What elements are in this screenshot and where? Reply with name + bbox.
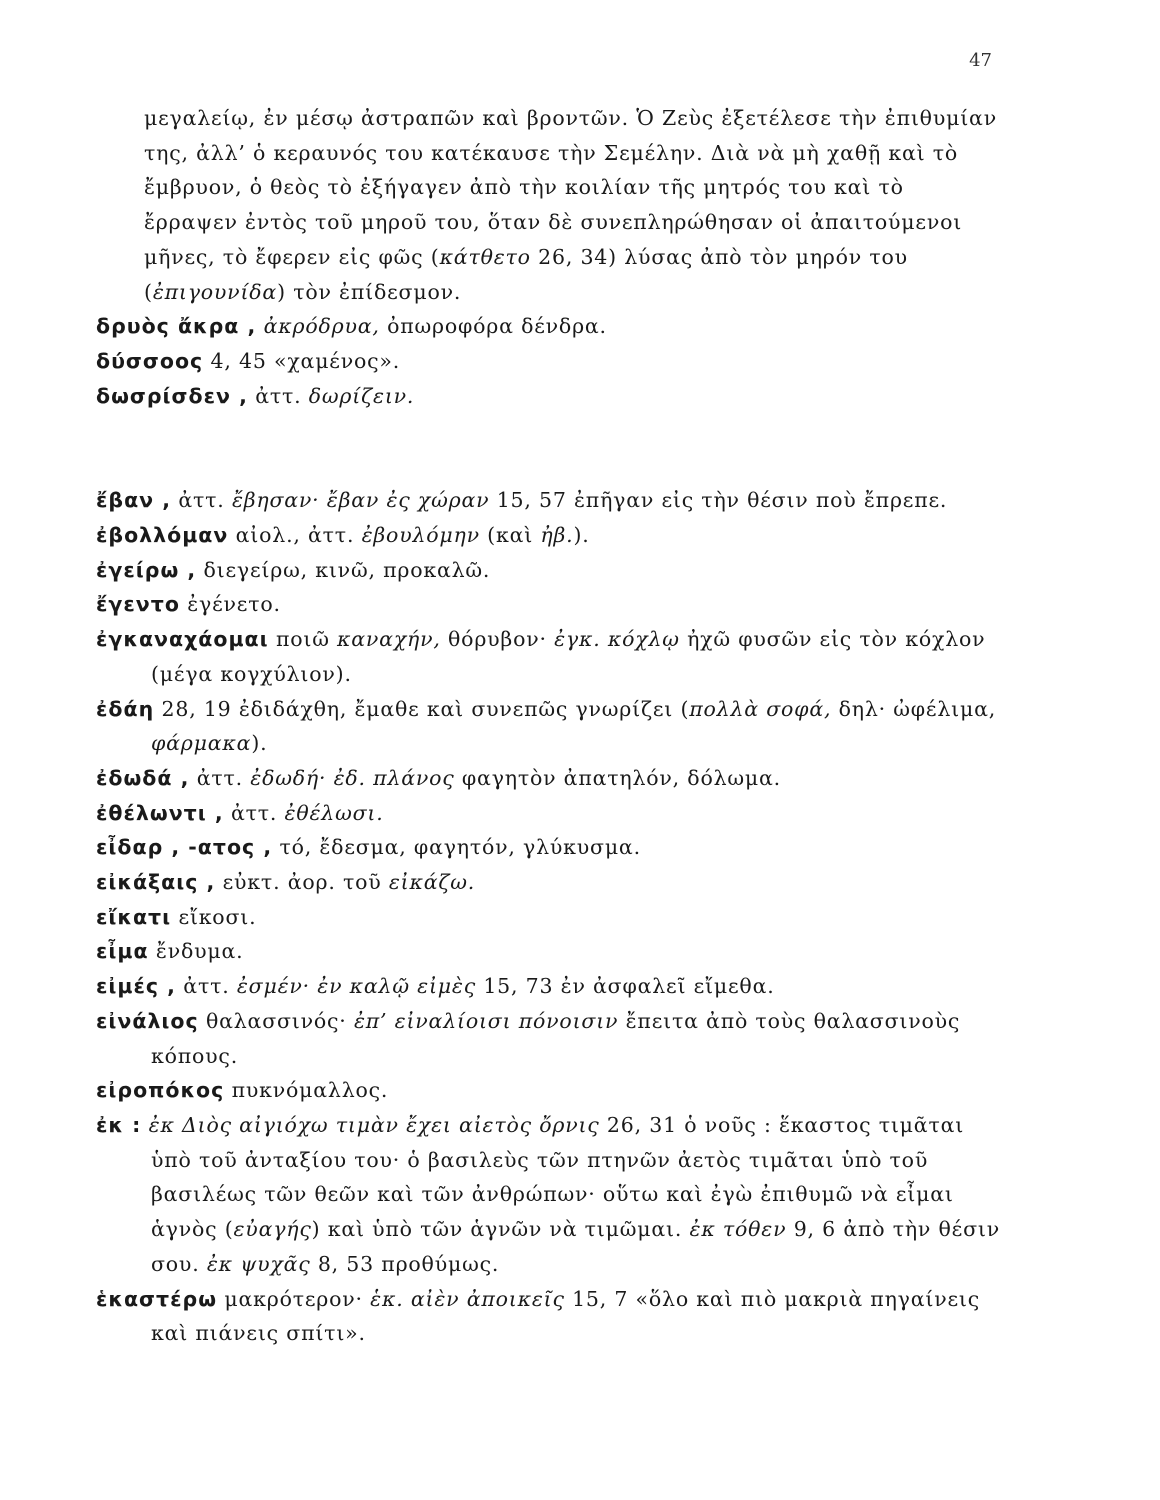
section-gap — [96, 413, 1001, 483]
entry-headword: ἐκ : — [96, 1112, 142, 1137]
italic-text: ἀκρόδρυα, — [263, 314, 380, 339]
body-text: εἴκοσι. — [171, 904, 257, 929]
dictionary-entry — [96, 969, 1001, 1004]
body-text: ἀττ. — [247, 383, 309, 408]
dictionary-entry — [96, 796, 1001, 831]
body-text: 15, 73 ἐν ἀσφαλεῖ εἴμεθα. — [476, 974, 775, 999]
body-text: εὐκτ. ἀορ. τοῦ — [215, 870, 389, 895]
dictionary-entry — [96, 830, 1001, 865]
body-text: διεγείρω, κινῶ, προκαλῶ. — [196, 557, 491, 582]
dictionary-entry — [96, 553, 1001, 588]
body-text: ἀττ. — [175, 974, 237, 999]
dictionary-entry — [96, 518, 1001, 553]
dictionary-entry — [96, 934, 1001, 969]
italic-text: δωρίζειν. — [308, 383, 415, 408]
entry-headword: ἔγεντο — [96, 592, 180, 617]
entry-headword: εἰνάλιος — [96, 1008, 199, 1033]
body-text: τό, ἔδεσμα, φαγητόν, γλύκυσμα. — [272, 835, 641, 860]
entry-headword: εἶμα — [96, 939, 149, 964]
body-text: αἰολ., ἀττ. — [228, 523, 362, 548]
entry-headword: ἐδάη — [96, 696, 155, 721]
entry-headword: ἑκαστέρω — [96, 1286, 218, 1311]
body-text: θόρυβον· — [440, 627, 555, 652]
page-body — [96, 101, 1001, 1351]
dictionary-entry — [96, 483, 1001, 518]
entry-headword: εἰμές , — [96, 974, 176, 999]
body-text: ἀττ. — [223, 800, 285, 825]
body-text: ). — [573, 523, 590, 548]
entry-headword: εἶδαρ , -ατος , — [96, 835, 273, 860]
italic-text: εὐαγής — [233, 1217, 312, 1242]
entry-headword: ἐβολλόμαν — [96, 523, 229, 548]
body-text: ἔπειτα ἀπὸ τοὺς θαλασσινοὺς κόπους. — [151, 1008, 961, 1068]
body-text: δηλ· ὠφέλιμα, — [831, 696, 997, 721]
entry-headword: εἴκατι — [96, 904, 172, 929]
italic-text: ἐκ Διὸς αἰγιόχω τιμὰν ἔχει αἰετὸς ὄρνις — [148, 1112, 600, 1137]
italic-text: ἐπ’ εἰναλίοισι πόνοισιν — [353, 1008, 619, 1033]
body-text — [256, 314, 263, 338]
dictionary-entry — [96, 900, 1001, 935]
italic-text: ἐπιγουνίδα — [152, 279, 278, 304]
body-text: ἀττ. — [171, 488, 232, 513]
italic-text: ἐθέλωσι. — [284, 800, 384, 825]
dictionary-entry — [96, 1282, 1001, 1351]
body-text: 15, 57 ἐπῆγαν εἰς τὴν θέσιν ποὺ ἔπρεπε. — [489, 488, 948, 513]
body-text: μεγαλείῳ, ἐν μέσῳ ἀστραπῶν καὶ βροντῶν. Ὁ Ζεὺς ἐξετέλεσε τὴν ἐπιθυμίαν της, ἀλλ’ ὁ κεραυνός του κατέκαυσε τὴν Σεμέλην. Διὰ νὰ μὴ χαθῇ καὶ τὸ ἔμβρυον, ὁ θεὸς τὸ ἐξήγαγεν ἀπὸ τὴν κοιλίαν τῆς μητρός του καὶ τὸ ἔρραψεν ἐντὸς τοῦ μηροῦ του, ὅταν δὲ συνεπληρώθησαν οἱ ἀπαιτούμενοι μῆνες, τὸ ἔφερεν εἰς φῶς ( — [144, 106, 997, 269]
entry-headword: εἰροπόκος — [96, 1078, 225, 1103]
page-number: 47 — [969, 50, 992, 71]
body-text: φαγητὸν ἀπατηλόν, δόλωμα. — [454, 765, 781, 790]
entries-group-2 — [96, 483, 1001, 1351]
italic-text: ἔβησαν· ἔβαν ἐς χώραν — [231, 488, 490, 513]
body-text: πυκνόμαλλος. — [224, 1078, 389, 1103]
dictionary-entry — [96, 587, 1001, 622]
body-text: ἐγένετο. — [179, 592, 281, 617]
dictionary-entry — [96, 622, 1001, 691]
body-text: 8, 53 προθύμως. — [310, 1251, 500, 1276]
entry-headword: ἐγκαναχάομαι — [96, 627, 269, 652]
body-text: ) καὶ ὑπὸ τῶν ἁγνῶν νὰ τιμῶμαι. — [311, 1217, 690, 1242]
entry-headword: δωσρίσδεν , — [96, 383, 248, 408]
italic-text: ἐκ ψυχᾶς — [206, 1251, 311, 1276]
dictionary-entry — [96, 309, 1001, 344]
body-text: θαλασσινός· — [198, 1008, 354, 1033]
dictionary-entry — [96, 761, 1001, 796]
italic-text: καναχήν, — [337, 627, 441, 652]
body-text: μακρότερον· — [217, 1286, 371, 1311]
carryover-paragraph — [96, 101, 1001, 309]
dictionary-entry — [96, 1004, 1001, 1073]
body-text: ἠχῶ φυσῶν εἰς τὸν κόχλον (μέγα κογχύλιον). — [151, 627, 986, 686]
body-text: ἔνδυμα. — [148, 939, 244, 964]
dictionary-entry — [96, 865, 1001, 900]
entry-headword: ἐγείρω , — [96, 557, 197, 582]
dictionary-entry — [96, 1108, 1001, 1282]
entries-group-1 — [96, 309, 1001, 413]
entry-headword: εἰκάξαις , — [96, 870, 216, 895]
italic-text: ἐσμέν· ἐν καλῷ εἰμὲς — [236, 974, 477, 999]
italic-text: ἠβ. — [540, 523, 574, 548]
entry-headword: ἐθέλωντι , — [96, 800, 224, 825]
body-text — [141, 1113, 148, 1137]
italic-text: κάτθετο — [439, 244, 531, 269]
entry-headword: ἔβαν , — [96, 488, 172, 513]
entry-headword: ἐδωδά , — [96, 765, 190, 790]
dictionary-entry — [96, 692, 1001, 761]
body-text: ποιῶ — [268, 627, 338, 652]
italic-text: ἐγκ. κόχλῳ — [554, 627, 680, 652]
body-text: ). — [251, 731, 268, 756]
body-text: ) τὸν ἐπίδεσμον. — [277, 279, 462, 304]
body-text: 15, 7 «ὅλο καὶ πιὸ μακριὰ πηγαίνεις καὶ πιάνεις σπίτι». — [151, 1286, 980, 1346]
italic-text: εἰκάζω. — [388, 870, 476, 895]
body-text: (καὶ — [479, 523, 541, 548]
body-text: 28, 19 ἐδιδάχθη, ἔμαθε καὶ συνεπῶς γνωρίζει ( — [154, 696, 690, 721]
body-text: ἀττ. — [189, 765, 251, 790]
body-text: 26, 31 ὁ νοῦς : ἕκαστος τιμᾶται ὑπὸ τοῦ ἀνταξίου του· ὁ βασιλεὺς τῶν πτηνῶν ἀετὸς τιμᾶται ὑπὸ τοῦ βασιλέως τῶν θεῶν καὶ τῶν ἀνθρώπων· οὕτω καὶ ἐγὼ ἐπιθυμῶ νὰ εἶμαι ἁγνὸς ( — [151, 1112, 965, 1242]
italic-text: ἐδωδή· ἐδ. πλάνος — [250, 765, 455, 790]
body-text: 26, 34) λύσας ἀπὸ τὸν μηρόν του ( — [144, 244, 908, 304]
italic-text: φάρμακα — [151, 731, 252, 756]
italic-text: ἐκ τόθεν — [689, 1217, 787, 1242]
body-text: ὀπωροφόρα δένδρα. — [379, 314, 607, 339]
body-text: 4, 45 «χαμένος». — [203, 348, 401, 373]
italic-text: πολλὰ σοφά, — [689, 696, 832, 721]
italic-text: ἐβουλόμην — [361, 523, 480, 548]
body-text: 9, 6 ἀπὸ τὴν θέσιν σου. — [151, 1217, 1000, 1276]
entry-headword: δρυὸς ἄκρα , — [96, 314, 257, 339]
dictionary-entry — [96, 344, 1001, 379]
italic-text: ἑκ. αἰὲν ἀποικεῖς — [370, 1286, 565, 1311]
entry-headword: δύσσοος — [96, 348, 204, 373]
dictionary-entry — [96, 1073, 1001, 1108]
dictionary-entry — [96, 379, 1001, 414]
